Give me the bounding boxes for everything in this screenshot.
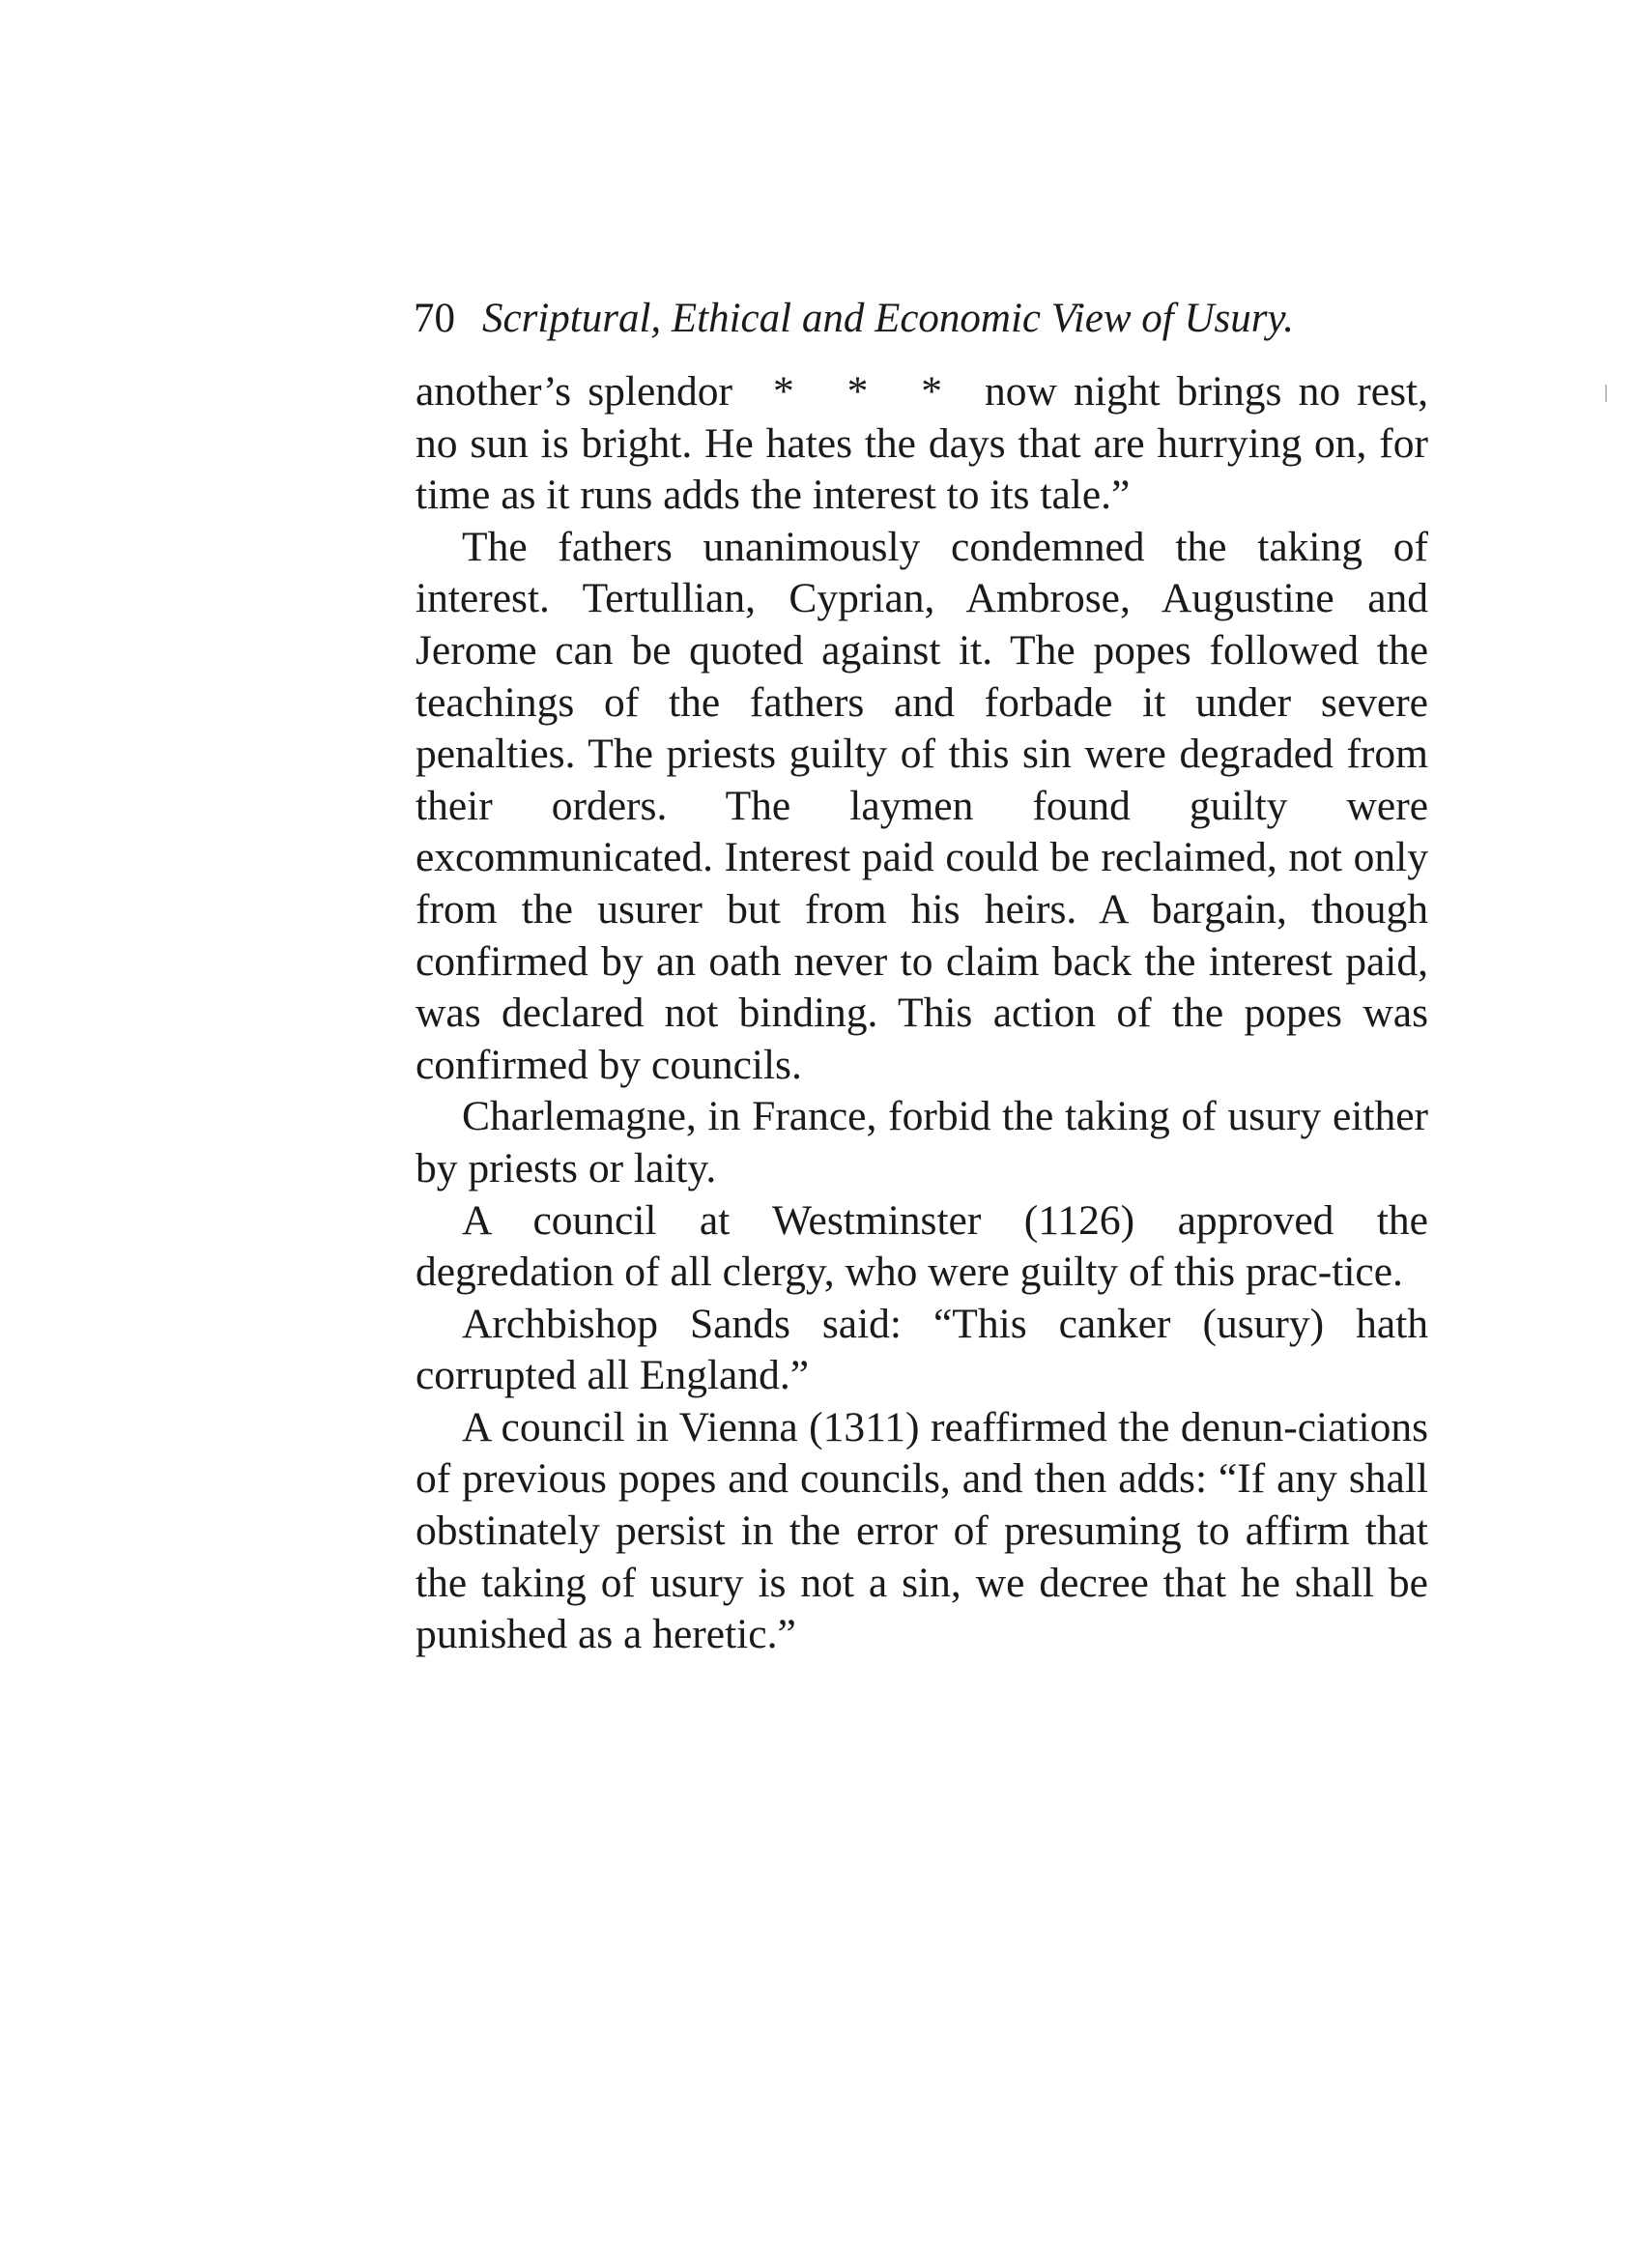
- scan-artifact: [1605, 385, 1607, 402]
- paragraph: The fathers unanimously condemned the taking of interest. Tertullian, Cyprian, Ambrose, Augustine and Jerome can be quoted against it. The popes followed the teachings of the fathers and forbade it under severe penalties. The priests guilty of this sin were degraded from their orders. The laymen found guilty were excommunicated. Interest paid could be reclaimed, not only from the usurer but from his heirs. A bargain, though confirmed by an oath never to claim back the interest paid, was declared not binding. This action of the popes was confirmed by councils.: [416, 523, 1428, 1088]
- body-text: [416, 366, 1428, 1661]
- paragraph: Archbishop Sands said: “This canker (usury) hath corrupted all England.”: [416, 1300, 1428, 1399]
- page-header: [414, 290, 1438, 348]
- page-number: 70: [414, 296, 455, 341]
- paragraph-text: now night brings no rest, no sun is bright. He hates the days that are hurrying on, for time as it runs adds the interest to its tale.”: [416, 368, 1428, 519]
- running-title: Scriptural, Ethical and Economic View of Usury.: [482, 296, 1294, 341]
- ellipsis-stars: * * *: [773, 368, 943, 415]
- paragraph-text: another’s splendor: [416, 368, 733, 415]
- paragraph-continued: [416, 366, 1428, 522]
- paragraph: A council in Vienna (1311) reaffirmed the denun-ciations of previous popes and councils, and then adds: “If any shall obstinately persist in the error of presuming to affirm that the taking of usury is not a sin, we decree that he shall be punished as a heretic.”: [416, 1403, 1428, 1658]
- paragraph: A council at Westminster (1126) approved the degredation of all clergy, who were guilty of this prac-tice.: [416, 1196, 1428, 1296]
- paragraph: Charlemagne, in France, forbid the taking of usury either by priests or laity.: [416, 1093, 1428, 1191]
